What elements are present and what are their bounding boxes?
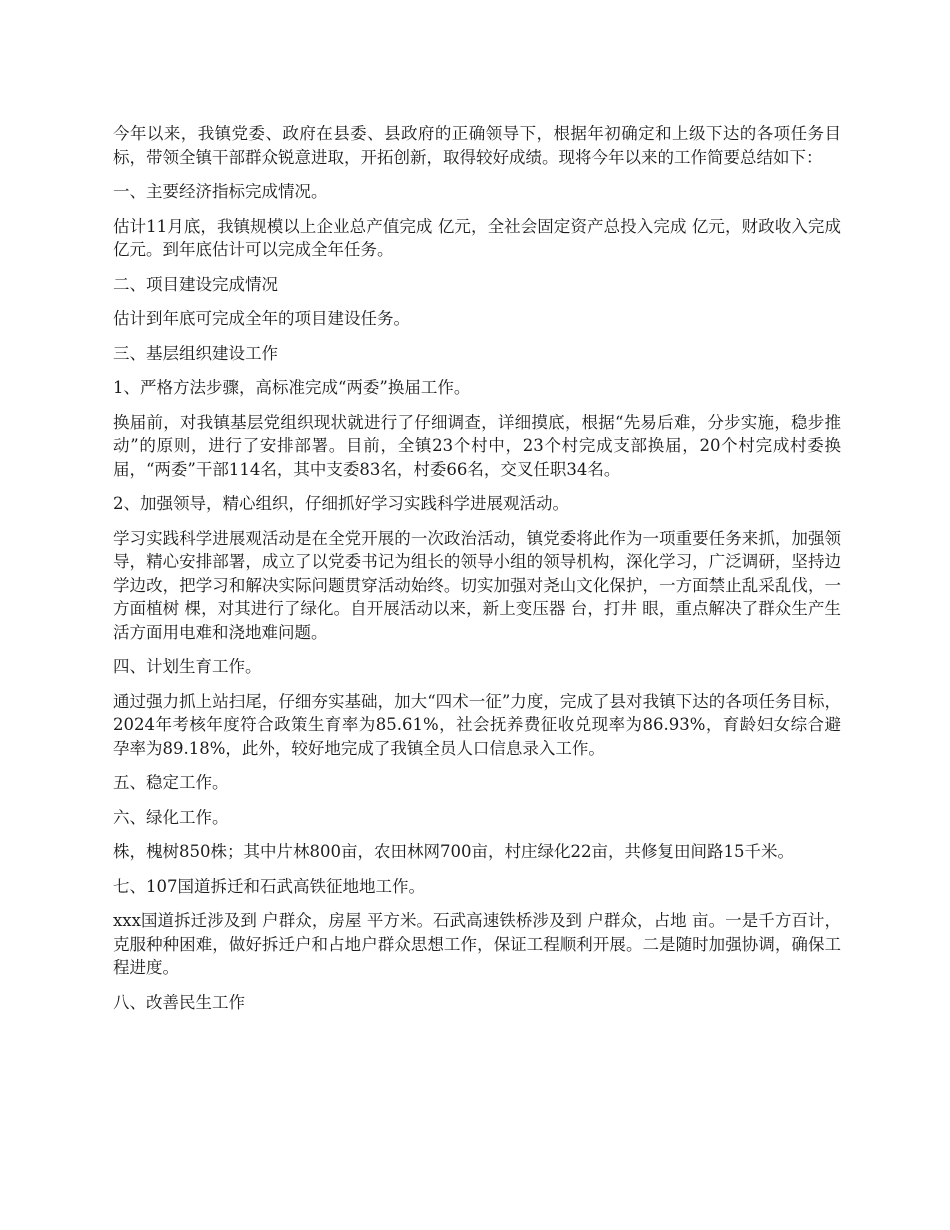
section-heading-family-planning: 四、计划生育工作。 (113, 657, 262, 676)
section-heading-economy: 一、主要经济指标完成情况。 (113, 182, 328, 201)
section-heading-stability: 五、稳定工作。 (113, 773, 229, 792)
study-paragraph: 学习实践科学进展观活动是在全党开展的一次政治活动，镇党委将此作为一项重要任务来抓，加强领导，精心安排部署，成立了以党委书记为组长的领导小组的领导机构，深化学习，广泛调研，坚持边学边改，把学习和解决实际问题贯穿活动始终。切实加强对尧山文化保护，一方面禁止乱采乱伐，一方面植树 棵，对其进行了绿化。自开展活动以来，新上变压器 台，打井 眼，重点解决了群众生产生活方面用电难和浇地难问题。 (113, 528, 841, 642)
election-paragraph: 换届前，对我镇基层党组织现状就进行了仔细调查，详细摸底，根据“先易后难，分步实施，稳步推动”的原则，进行了安排部署。目前，全镇23个村中，23个村完成支部换届，20个村完成村委换届，“两委”干部114名，其中支委83名，村委66名，交叉任职34名。 (113, 412, 841, 479)
section-heading-demolition: 七、107国道拆迁和石武高铁征地地工作。 (113, 876, 425, 896)
greening-paragraph: 株，槐树850株；其中片林800亩，农田林网700亩，村庄绿化22亩，共修复田间路15千米。 (113, 842, 794, 861)
section-heading-projects: 二、项目建设完成情况 (113, 274, 278, 294)
subheading-study: 2、加强领导，精心组织，仔细抓好学习实践科学进展观活动。 (113, 494, 569, 513)
projects-paragraph: 估计到年底可完成全年的项目建设任务。 (113, 309, 410, 328)
economy-paragraph: 估计11月底，我镇规模以上企业总产值完成 亿元，全社会固定资产总投入完成 亿元，财政收入完成 亿元。到年底估计可以完成全年任务。 (113, 216, 841, 259)
section-heading-organization: 三、基层组织建设工作 (113, 343, 278, 363)
section-heading-livelihood: 八、改善民生工作 (113, 992, 245, 1012)
intro-paragraph: 今年以来，我镇党委、政府在县委、县政府的正确领导下，根据年初确定和上级下达的各项任务目标，带领全镇干部群众锐意进取，开拓创新，取得较好成绩。现将今年以来的工作简要总结如下： (113, 124, 841, 167)
section-heading-greening: 六、绿化工作。 (113, 807, 229, 827)
document-body (113, 122, 841, 1025)
subheading-election: 1、严格方法步骤，高标准完成“两委”换届工作。 (113, 378, 471, 397)
demolition-paragraph: xxx国道拆迁涉及到 户群众，房屋 平方米。石武高速铁桥涉及到 户群众，占地 亩。一是千方百计，克服种种困难，做好拆迁户和占地户群众思想工作，保证工程顺利开展。二是随时加强协调，确保工程进度。 (113, 911, 841, 977)
family-planning-paragraph: 通过强力抓上站扫尾，仔细夯实基础，加大“四术一征”力度，完成了县对我镇下达的各项任务目标，2024年考核年度符合政策生育率为85.61%，社会抚养费征收兑现率为86.93%，育龄妇女综合避孕率为89.18%，此外，较好地完成了我镇全员人口信息录入工作。 (113, 691, 841, 758)
